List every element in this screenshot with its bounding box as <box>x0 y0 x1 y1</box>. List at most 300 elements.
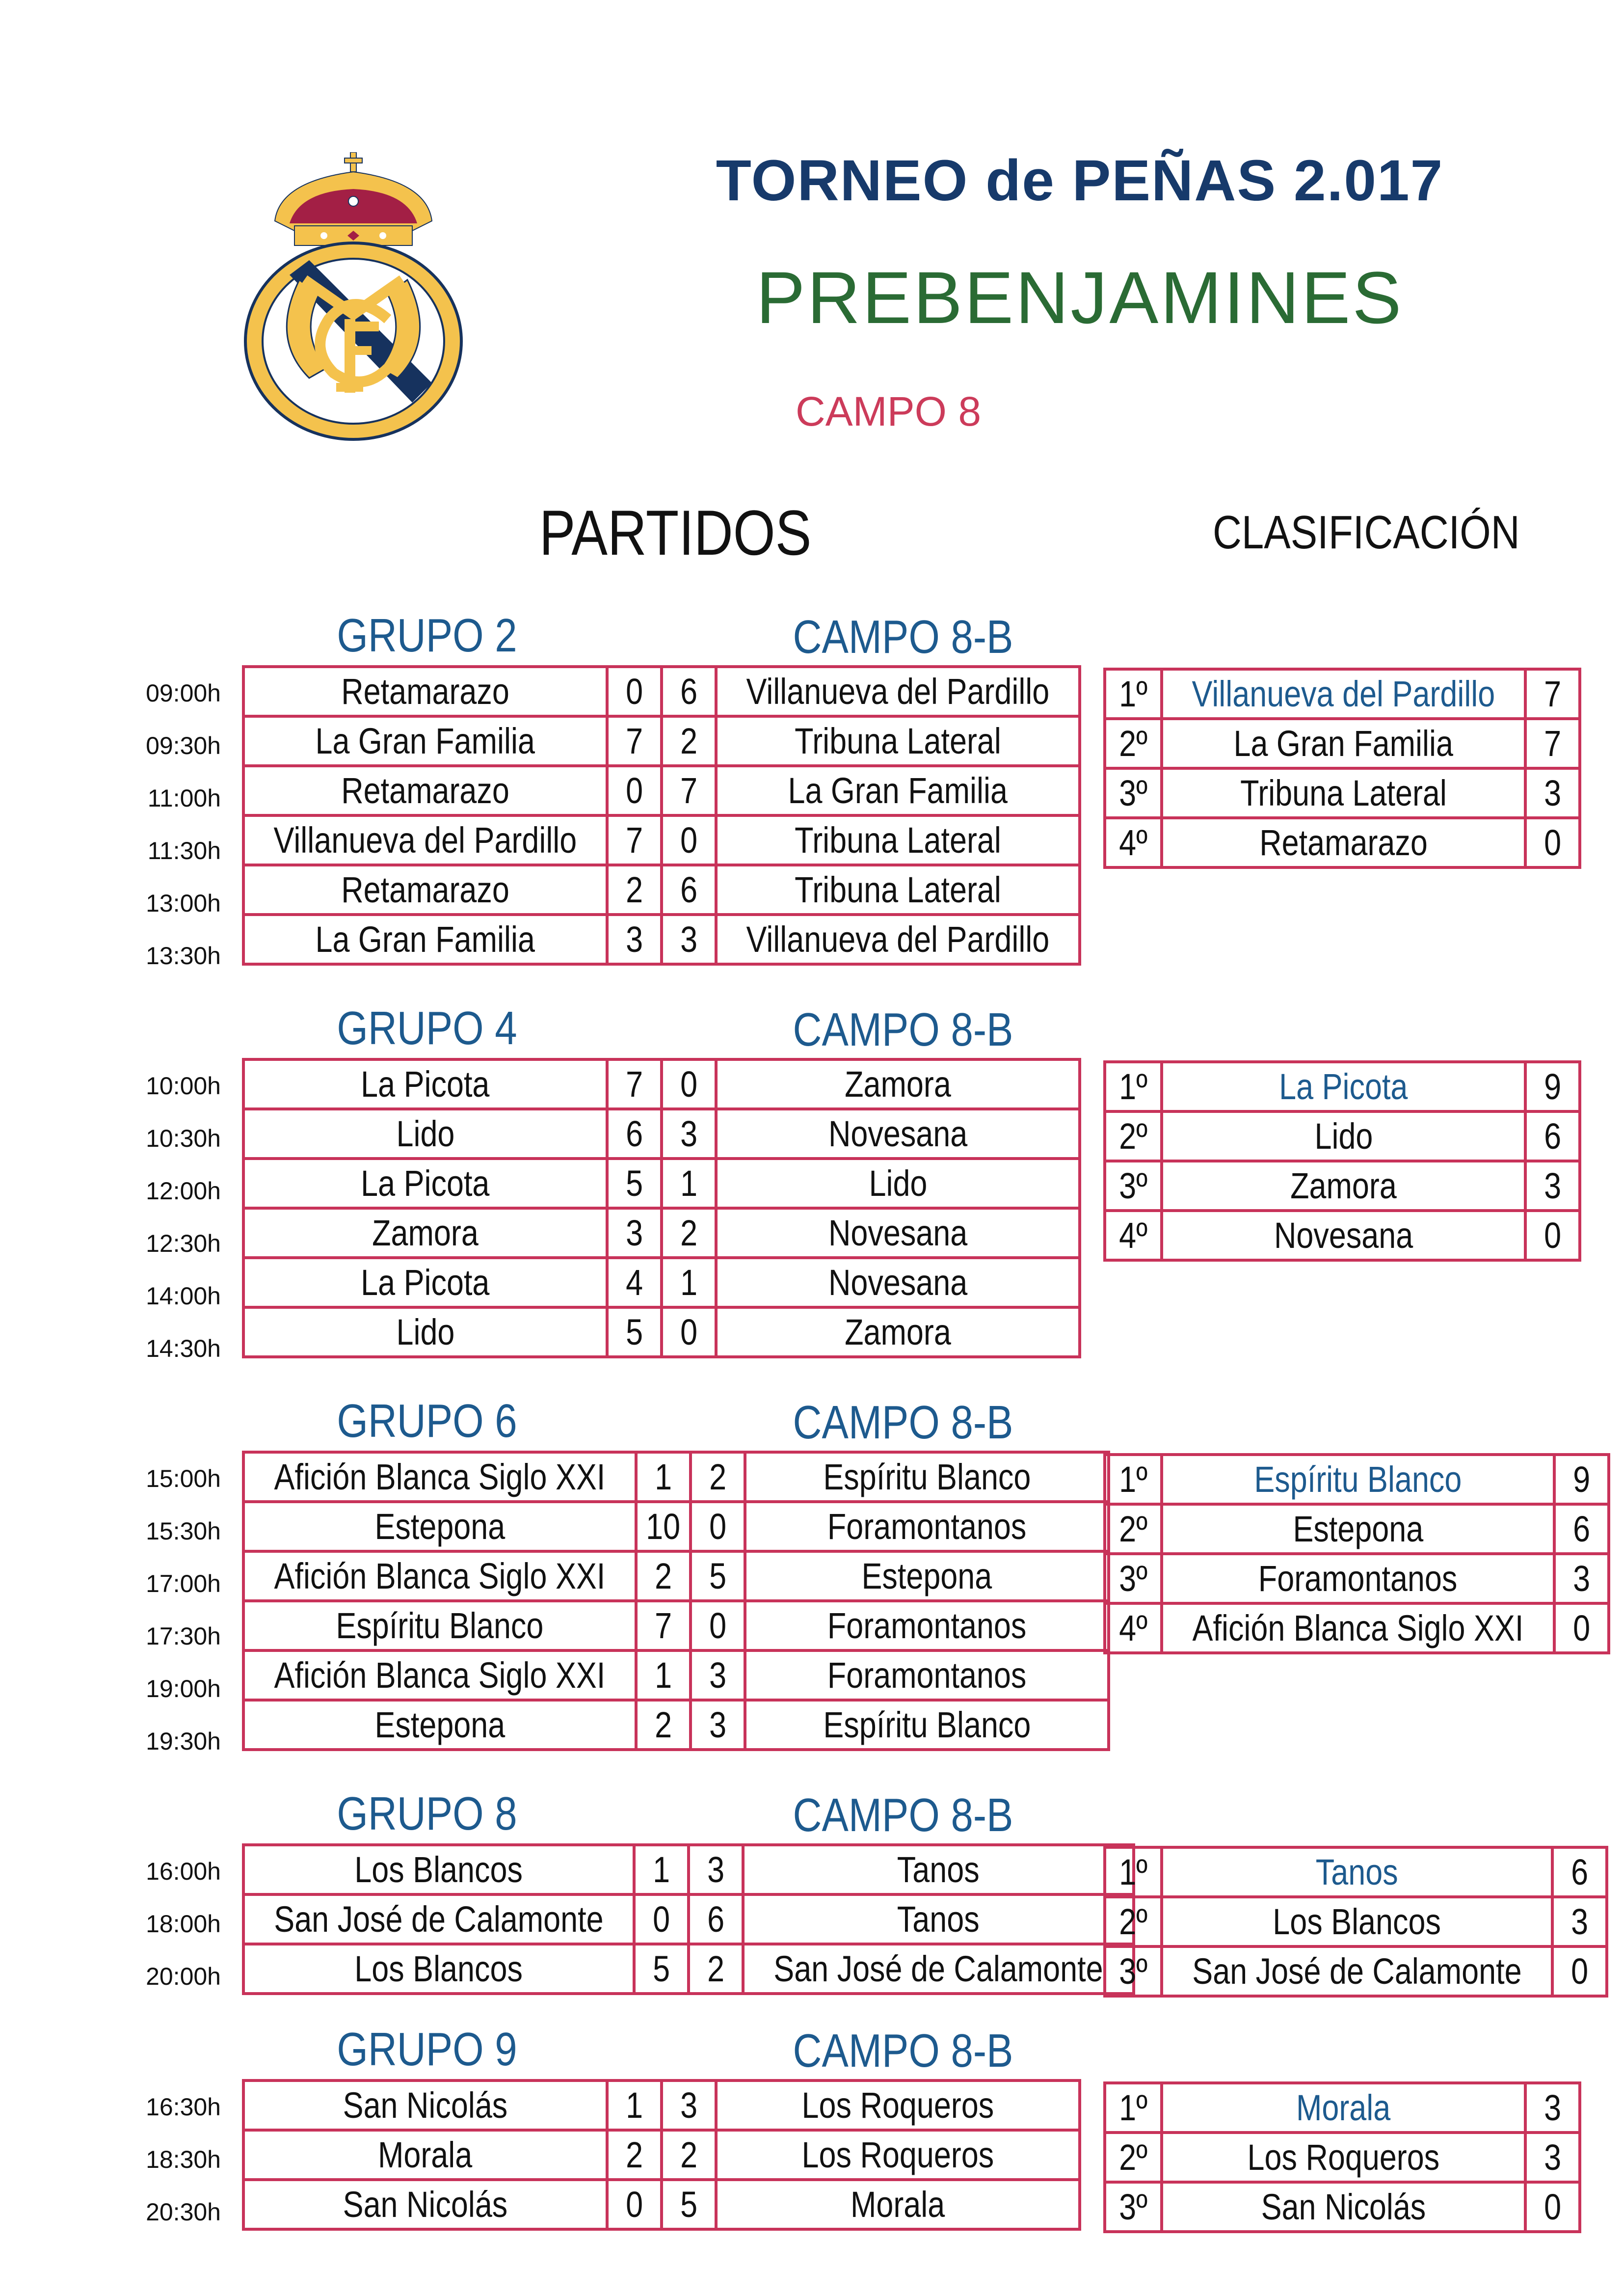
away-score: 0 <box>709 1506 726 1547</box>
position-cell <box>1105 1603 1162 1653</box>
away-score-cell <box>691 1700 745 1750</box>
away-team-cell <box>745 1601 1109 1650</box>
position: 3º <box>1119 1951 1147 1992</box>
matches-table <box>242 2079 1081 2231</box>
away-team: Foramontanos <box>827 1506 1027 1547</box>
away-score: 6 <box>680 671 697 712</box>
match-time: 16:00h <box>146 1858 221 1885</box>
match-time: 10:30h <box>146 1125 221 1152</box>
points-cell <box>1525 1111 1580 1161</box>
home-score: 2 <box>626 869 643 910</box>
match-row <box>243 1845 1134 1894</box>
home-team: Afición Blanca Siglo XXI <box>274 1457 606 1497</box>
home-score-cell <box>607 2130 662 2180</box>
points-cell <box>1554 1603 1609 1653</box>
standings-table <box>1103 668 1581 869</box>
away-score: 3 <box>680 2085 697 2126</box>
points: 0 <box>1544 822 1561 863</box>
team-name-cell <box>1162 1455 1554 1504</box>
team-name: Morala <box>1296 2087 1391 2128</box>
home-team: Afición Blanca Siglo XXI <box>274 1556 606 1596</box>
points: 0 <box>1572 1608 1590 1648</box>
position: 1º <box>1119 1066 1147 1107</box>
match-row <box>243 1700 1109 1750</box>
away-team-cell <box>716 2180 1080 2229</box>
match-time: 17:30h <box>146 1622 221 1650</box>
home-score-cell <box>607 1059 662 1109</box>
home-team: Estepona <box>374 1704 505 1745</box>
match-time: 19:30h <box>146 1728 221 1755</box>
team-name-cell <box>1162 818 1525 867</box>
away-score-cell <box>662 716 716 766</box>
field-label: CAMPO 8 <box>795 388 982 434</box>
away-score-cell <box>662 1059 716 1109</box>
away-score-cell <box>662 1109 716 1159</box>
team-name: Afición Blanca Siglo XXI <box>1192 1608 1524 1648</box>
away-team-cell <box>716 1159 1080 1208</box>
points: 3 <box>1572 1558 1590 1599</box>
away-score: 2 <box>680 2134 697 2175</box>
match-row <box>243 1258 1080 1307</box>
match-row <box>243 1059 1080 1109</box>
away-score: 3 <box>709 1655 726 1696</box>
home-score-cell <box>607 815 662 865</box>
home-team-cell <box>243 2080 607 2130</box>
team-name-cell <box>1162 1111 1525 1161</box>
points-cell <box>1552 1847 1607 1897</box>
home-score-cell <box>607 865 662 915</box>
points: 3 <box>1570 1901 1588 1942</box>
home-score-cell <box>607 1159 662 1208</box>
away-team-cell <box>716 1059 1080 1109</box>
points: 6 <box>1544 1116 1561 1157</box>
match-time: 09:00h <box>146 679 221 707</box>
position: 3º <box>1119 1558 1147 1599</box>
home-score: 7 <box>654 1605 672 1646</box>
away-team-cell <box>716 716 1080 766</box>
home-score: 2 <box>654 1556 672 1596</box>
position-cell <box>1105 2133 1162 2182</box>
home-score-cell <box>607 667 662 716</box>
team-name: Estepona <box>1293 1509 1423 1549</box>
away-team-cell <box>743 1944 1134 1994</box>
away-score-cell <box>662 865 716 915</box>
away-team-cell <box>716 1109 1080 1159</box>
home-team-cell <box>243 1258 607 1307</box>
home-score: 0 <box>652 1899 670 1940</box>
away-team: Tribuna Lateral <box>795 820 1001 861</box>
points-cell <box>1525 1161 1580 1211</box>
home-score-cell <box>607 915 662 964</box>
home-score-cell <box>636 1601 691 1650</box>
home-score: 1 <box>626 2085 643 2126</box>
standings-row <box>1105 1161 1580 1211</box>
home-team: Morala <box>378 2134 473 2175</box>
away-team: Espíritu Blanco <box>823 1457 1031 1497</box>
team-name-cell <box>1162 669 1525 719</box>
standings-row <box>1105 1062 1580 1111</box>
away-score-cell <box>691 1650 745 1700</box>
match-time: 10:00h <box>146 1072 221 1100</box>
points-cell <box>1525 1062 1580 1111</box>
away-team-cell <box>716 1307 1080 1357</box>
away-score: 7 <box>680 770 697 811</box>
match-row <box>243 1601 1109 1650</box>
away-score: 0 <box>680 1312 697 1352</box>
home-team-cell <box>243 1109 607 1159</box>
points: 9 <box>1544 1066 1561 1107</box>
team-name: Novesana <box>1274 1215 1413 1256</box>
team-name-cell <box>1162 2083 1525 2133</box>
standings-table <box>1103 2081 1581 2233</box>
position: 1º <box>1119 674 1147 714</box>
points: 3 <box>1544 1165 1561 1206</box>
away-team-cell <box>743 1894 1134 1944</box>
matches-table <box>242 1451 1110 1751</box>
home-team-cell <box>243 915 607 964</box>
points: 7 <box>1544 674 1561 714</box>
points: 6 <box>1570 1852 1588 1892</box>
position-cell <box>1105 1455 1162 1504</box>
away-team-cell <box>745 1502 1109 1551</box>
home-score-cell <box>634 1894 689 1944</box>
home-score: 3 <box>626 919 643 960</box>
team-name: Los Roqueros <box>1247 2137 1440 2178</box>
position: 3º <box>1119 773 1147 813</box>
home-score-cell <box>636 1502 691 1551</box>
home-team-cell <box>243 815 607 865</box>
match-time: 18:00h <box>146 1910 221 1938</box>
standings-heading: CLASIFICACIÓN <box>1213 506 1520 559</box>
home-team: San Nicolás <box>343 2184 508 2225</box>
standings-row <box>1105 1603 1609 1653</box>
points: 3 <box>1544 773 1561 813</box>
match-row <box>243 815 1080 865</box>
standings-row <box>1105 1111 1580 1161</box>
points-cell <box>1554 1455 1609 1504</box>
away-score: 6 <box>707 1899 724 1940</box>
group-title: GRUPO 8 <box>337 1787 517 1840</box>
home-score-cell <box>607 1208 662 1258</box>
points: 9 <box>1572 1459 1590 1500</box>
match-row <box>243 1452 1109 1502</box>
away-team: San José de Calamonte <box>773 1948 1103 1989</box>
away-score-cell <box>691 1601 745 1650</box>
home-score: 5 <box>626 1163 643 1204</box>
home-score-cell <box>636 1551 691 1601</box>
position-cell <box>1105 1847 1162 1897</box>
points-cell <box>1554 1554 1609 1603</box>
home-score-cell <box>636 1700 691 1750</box>
position: 1º <box>1119 2087 1147 2128</box>
home-team: Afición Blanca Siglo XXI <box>274 1655 606 1696</box>
away-score: 6 <box>680 869 697 910</box>
position-cell <box>1105 818 1162 867</box>
away-team-cell <box>716 865 1080 915</box>
home-team: La Gran Familia <box>315 721 535 761</box>
home-score: 1 <box>654 1655 672 1696</box>
home-score-cell <box>634 1944 689 1994</box>
away-score: 1 <box>680 1163 697 1204</box>
away-team: Morala <box>851 2184 945 2225</box>
home-team-cell <box>243 1159 607 1208</box>
group-field: CAMPO 8-B <box>793 1396 1013 1449</box>
match-time: 13:00h <box>146 890 221 917</box>
standings-row <box>1105 1455 1609 1504</box>
home-score: 5 <box>626 1312 643 1352</box>
match-time: 15:00h <box>146 1465 221 1492</box>
match-row <box>243 2180 1080 2229</box>
position: 2º <box>1119 1901 1147 1942</box>
home-team-cell <box>243 1944 634 1994</box>
away-team: Tribuna Lateral <box>795 869 1001 910</box>
points-cell <box>1525 1211 1580 1260</box>
position-cell <box>1105 1554 1162 1603</box>
away-score: 1 <box>680 1262 697 1303</box>
position: 3º <box>1119 1165 1147 1206</box>
position-cell <box>1105 1161 1162 1211</box>
real-madrid-crest-logo <box>236 152 471 447</box>
home-team-cell <box>243 865 607 915</box>
home-team-cell <box>243 1307 607 1357</box>
match-time: 19:00h <box>146 1675 221 1702</box>
position-cell <box>1105 1504 1162 1554</box>
home-team: Villanueva del Pardillo <box>273 820 577 861</box>
match-row <box>243 1109 1080 1159</box>
home-score: 7 <box>626 820 643 861</box>
category-title: PREBENJAMINES <box>756 256 1404 339</box>
away-team-cell <box>743 1845 1134 1894</box>
match-time: 12:30h <box>146 1230 221 1257</box>
crown-icon <box>275 152 432 245</box>
match-time: 13:30h <box>146 942 221 970</box>
away-score-cell <box>662 1159 716 1208</box>
away-team-cell <box>716 1208 1080 1258</box>
standings-row <box>1105 818 1580 867</box>
home-score-cell <box>607 1109 662 1159</box>
position-cell <box>1105 2182 1162 2232</box>
standings-row <box>1105 2182 1580 2232</box>
home-team-cell <box>243 667 607 716</box>
home-score: 3 <box>626 1213 643 1253</box>
home-team-cell <box>243 2180 607 2229</box>
points: 7 <box>1544 723 1561 764</box>
points-cell <box>1525 2182 1580 2232</box>
position: 2º <box>1119 2137 1147 2178</box>
team-name: Foramontanos <box>1258 1558 1458 1599</box>
away-team: Villanueva del Pardillo <box>746 671 1050 712</box>
away-team: Novesana <box>828 1262 968 1303</box>
team-name: La Picota <box>1279 1066 1408 1107</box>
group-title: GRUPO 6 <box>337 1395 517 1447</box>
home-team: Retamarazo <box>341 671 509 712</box>
away-team: Foramontanos <box>827 1605 1027 1646</box>
away-score: 0 <box>680 1064 697 1105</box>
away-score-cell <box>662 1208 716 1258</box>
away-score: 0 <box>709 1605 726 1646</box>
home-score: 0 <box>626 671 643 712</box>
match-row <box>243 716 1080 766</box>
away-team: Foramontanos <box>827 1655 1027 1696</box>
matches-table <box>242 1058 1081 1358</box>
away-team: Villanueva del Pardillo <box>746 919 1050 960</box>
standings-row <box>1105 1946 1607 1996</box>
standings-row <box>1105 1897 1607 1946</box>
position: 4º <box>1119 1215 1147 1256</box>
points-cell <box>1525 669 1580 719</box>
position: 1º <box>1119 1852 1147 1892</box>
home-score: 2 <box>626 2134 643 2175</box>
home-team: Lido <box>396 1113 454 1154</box>
team-name: Retamarazo <box>1259 822 1428 863</box>
matches-table <box>242 1843 1135 1995</box>
away-score: 2 <box>709 1457 726 1497</box>
away-score: 2 <box>680 1213 697 1253</box>
match-row <box>243 1502 1109 1551</box>
away-team-cell <box>745 1700 1109 1750</box>
home-team-cell <box>243 1650 636 1700</box>
team-name-cell <box>1162 1211 1525 1260</box>
away-score-cell <box>662 915 716 964</box>
away-team: Tanos <box>897 1899 980 1940</box>
match-time: 09:30h <box>146 732 221 759</box>
position-cell <box>1105 1111 1162 1161</box>
home-score: 7 <box>626 721 643 761</box>
match-row <box>243 865 1080 915</box>
match-row <box>243 766 1080 815</box>
away-score-cell <box>691 1551 745 1601</box>
away-score: 5 <box>680 2184 697 2225</box>
home-team: San José de Calamonte <box>274 1899 604 1940</box>
position: 2º <box>1119 723 1147 764</box>
standings-row <box>1105 2133 1580 2182</box>
team-name: San José de Calamonte <box>1192 1951 1522 1992</box>
team-name-cell <box>1162 1603 1554 1653</box>
standings-row <box>1105 2083 1580 2133</box>
standings-row <box>1105 1211 1580 1260</box>
home-team: La Picota <box>361 1064 490 1105</box>
home-score: 5 <box>652 1948 670 1989</box>
away-score-cell <box>689 1894 743 1944</box>
position-cell <box>1105 1062 1162 1111</box>
away-score: 3 <box>707 1849 724 1890</box>
home-score: 7 <box>626 1064 643 1105</box>
away-score-cell <box>691 1452 745 1502</box>
away-score: 5 <box>709 1556 726 1596</box>
position: 4º <box>1119 1608 1147 1648</box>
home-score-cell <box>607 1307 662 1357</box>
match-time: 17:00h <box>146 1570 221 1597</box>
home-team-cell <box>243 1845 634 1894</box>
home-score-cell <box>607 716 662 766</box>
away-team: Espíritu Blanco <box>823 1704 1031 1745</box>
home-team: Estepona <box>374 1506 505 1547</box>
points-cell <box>1554 1504 1609 1554</box>
match-row <box>243 1159 1080 1208</box>
away-team: Los Roqueros <box>801 2134 994 2175</box>
away-team: La Gran Familia <box>788 770 1008 811</box>
team-name: San Nicolás <box>1261 2187 1426 2227</box>
home-team-cell <box>243 1452 636 1502</box>
match-time: 18:30h <box>146 2146 221 2173</box>
home-score-cell <box>636 1650 691 1700</box>
points-cell <box>1525 2133 1580 2182</box>
away-team: Zamora <box>845 1312 951 1352</box>
home-score: 0 <box>626 2184 643 2225</box>
match-time: 16:30h <box>146 2093 221 2121</box>
away-score-cell <box>662 1258 716 1307</box>
away-team-cell <box>716 1258 1080 1307</box>
home-team-cell <box>243 1601 636 1650</box>
away-team-cell <box>716 2080 1080 2130</box>
team-name-cell <box>1162 1847 1552 1897</box>
away-team-cell <box>716 915 1080 964</box>
position-cell <box>1105 669 1162 719</box>
match-row <box>243 1208 1080 1258</box>
away-score-cell <box>662 766 716 815</box>
away-team-cell <box>716 2130 1080 2180</box>
away-team: Novesana <box>828 1213 968 1253</box>
home-team-cell <box>243 1059 607 1109</box>
points-cell <box>1525 2083 1580 2133</box>
home-score-cell <box>636 1452 691 1502</box>
team-name-cell <box>1162 719 1525 768</box>
position: 3º <box>1119 2187 1147 2227</box>
points: 0 <box>1544 1215 1561 1256</box>
away-team: Novesana <box>828 1113 968 1154</box>
home-score: 10 <box>646 1506 681 1547</box>
home-team: Zamora <box>372 1213 479 1253</box>
match-row <box>243 1650 1109 1700</box>
away-score-cell <box>662 2130 716 2180</box>
away-team-cell <box>716 667 1080 716</box>
home-score: 6 <box>626 1113 643 1154</box>
match-row <box>243 915 1080 964</box>
team-name: Tribuna Lateral <box>1240 773 1447 813</box>
match-time: 20:00h <box>146 1963 221 1990</box>
away-score: 3 <box>680 1113 697 1154</box>
points-cell <box>1525 768 1580 818</box>
match-row <box>243 1551 1109 1601</box>
home-team-cell <box>243 1502 636 1551</box>
points-cell <box>1552 1946 1607 1996</box>
away-team-cell <box>745 1650 1109 1700</box>
matches-table <box>242 665 1081 966</box>
away-score-cell <box>662 2080 716 2130</box>
position-cell <box>1105 768 1162 818</box>
home-team: La Picota <box>361 1163 490 1204</box>
match-row <box>243 1944 1134 1994</box>
away-score-cell <box>662 815 716 865</box>
match-row <box>243 1894 1134 1944</box>
points: 0 <box>1544 2187 1561 2227</box>
position-cell <box>1105 719 1162 768</box>
away-team: Lido <box>869 1163 927 1204</box>
team-name: Zamora <box>1290 1165 1397 1206</box>
position-cell <box>1105 1211 1162 1260</box>
match-row <box>243 2080 1080 2130</box>
away-score: 0 <box>680 820 697 861</box>
group-title: GRUPO 4 <box>337 1002 517 1054</box>
home-team: Espíritu Blanco <box>336 1605 544 1646</box>
match-time: 14:00h <box>146 1282 221 1310</box>
home-team-cell <box>243 1551 636 1601</box>
match-time: 11:30h <box>147 837 221 864</box>
home-score-cell <box>607 1258 662 1307</box>
home-score-cell <box>634 1845 689 1894</box>
team-name: Tanos <box>1315 1852 1398 1892</box>
match-time: 12:00h <box>146 1177 221 1205</box>
